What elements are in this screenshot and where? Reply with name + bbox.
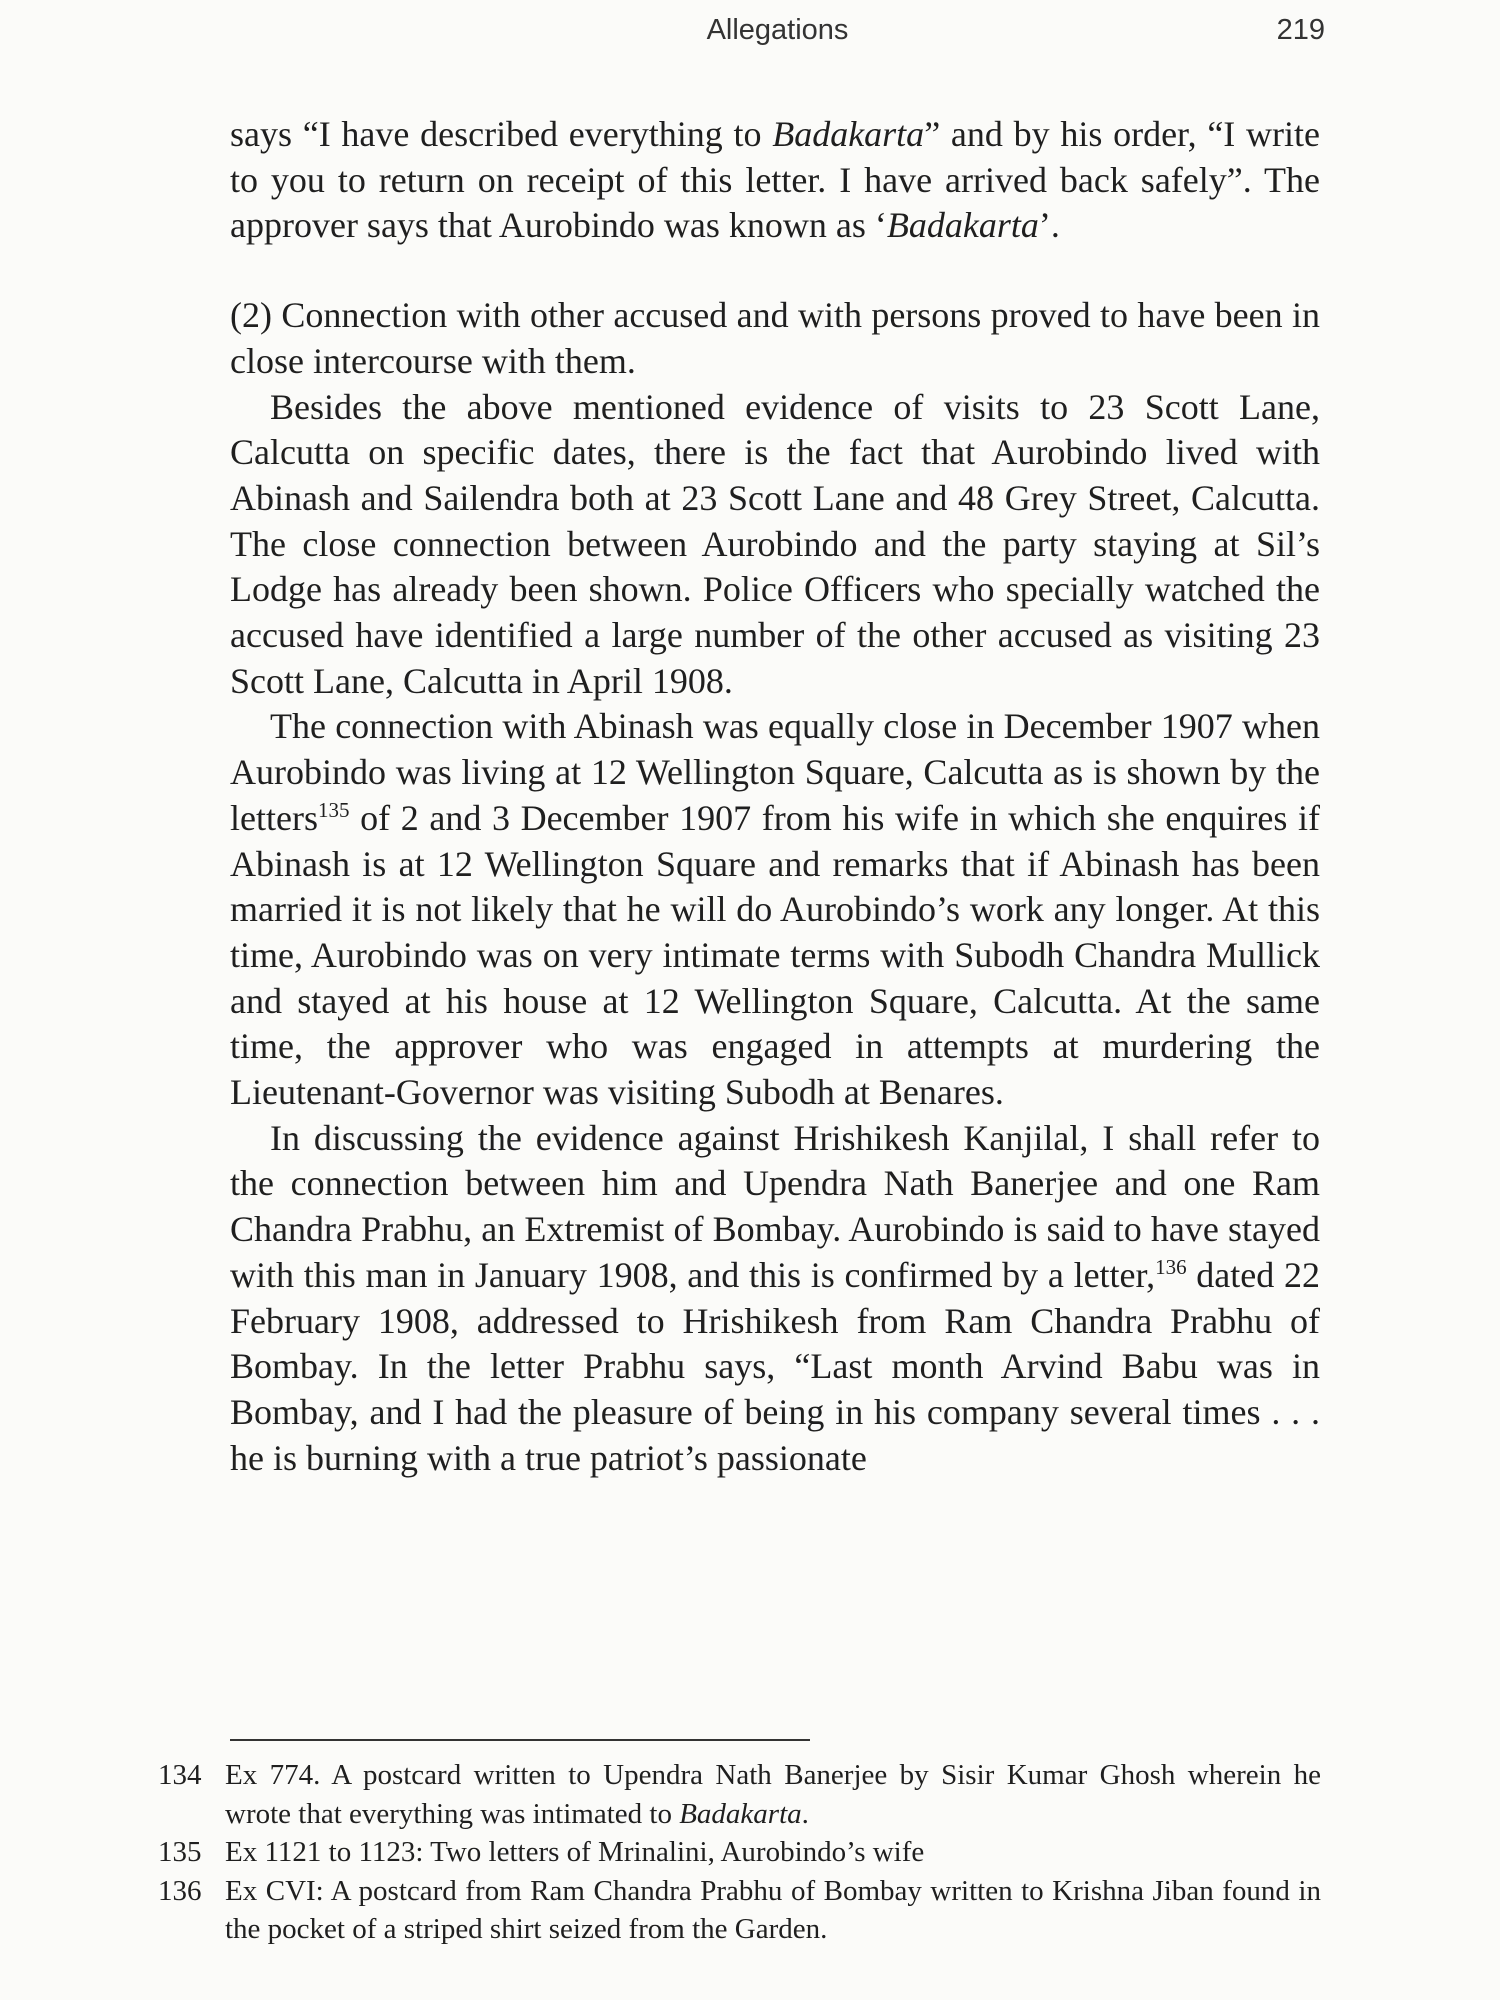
text-run: The connection with Abinash was equally close in December 1907 when Aurobindo was living at 12 Wellington Square, Calcutta as is shown by the letters — [230, 706, 1320, 838]
italic-term: Badakarta — [886, 205, 1039, 246]
body-text — [230, 112, 1320, 1481]
paragraph — [230, 293, 1320, 384]
paragraph — [230, 1116, 1320, 1482]
text-run: says “I have described everything to — [230, 114, 773, 154]
chapter-title: Allegations — [706, 14, 849, 46]
footnote-reference: 136 — [1155, 1254, 1187, 1279]
footnote-number: 134 — [158, 1759, 202, 1791]
text-run: . — [801, 1797, 809, 1830]
italic-term: Badakarta — [772, 114, 925, 154]
paragraph — [230, 112, 1320, 249]
footnote-number: 136 — [158, 1874, 202, 1907]
text-run: Ex 1121 to 1123: Two letters of Mrinalini, Aurobindo’s wife — [225, 1836, 925, 1868]
footnote-number: 135 — [158, 1836, 202, 1868]
text-run: (2) Connection with other accused and with persons proved to have been in close intercourse with them. — [230, 295, 1320, 381]
text-run: dated 22 February 1908, addressed to Hrishikesh from Ram Chandra Prabhu of Bombay. In the letter Prabhu says, “Last month Arvind Babu was in Bombay, and I had the pleasure of being in his company several times . . . he is burning with a true patriot’s passionate — [230, 1254, 1320, 1478]
text-run: In discussing the evidence against Hrishikesh Kanjilal, I shall refer to the connection between him and Upendra Nath Banerjee and one Ram Chandra Prabhu, an Extremist of Bombay. Aurobindo is said to have stayed with this man in January 1908, and this is confirmed by a letter, — [230, 1117, 1320, 1295]
paragraph — [230, 385, 1320, 705]
text-run: Ex 774. A postcard written to Upendra Nath Banerjee by Sisir Kumar Ghosh wherein he wrote that everything was intimated to — [225, 1759, 1321, 1830]
text-run: ’. — [1038, 205, 1060, 246]
footnote — [158, 1833, 1321, 1872]
text-run: of 2 and 3 December 1907 from his wife in which she enquires if Abinash is at 12 Wellington Square and remarks that if Abinash has been married it is not likely that he will do Aurobindo’s work any longer. At this time, Aurobindo was on very intimate terms with Subodh Chandra Mullick and stayed at his house at 12 Wellington Square, Calcutta. At the same time, the approver who was engaged in attempts at murdering the Lieutenant-Governor was visiting Subodh at Benares. — [230, 797, 1320, 1113]
footnote-reference: 135 — [317, 797, 350, 822]
text-run: ” and by his order, “I write to you to return on receipt of this letter. I have arrived back safely”. The approver says that Aurobindo was known as ‘ — [230, 114, 1320, 246]
italic-term: Badakarta — [679, 1797, 802, 1830]
footnote-rule — [230, 1739, 810, 1741]
paragraph — [230, 704, 1320, 1115]
running-header — [230, 14, 1325, 54]
text-run: Ex CVI: A postcard from Ram Chandra Prabhu of Bombay written to Krishna Jiban found in the pocket of a striped shirt seized from the Garden. — [225, 1874, 1321, 1945]
paragraph-gap — [230, 249, 1320, 293]
text-run: Besides the above mentioned evidence of visits to 23 Scott Lane, Calcutta on specific dates, there is the fact that Aurobindo lived with Abinash and Sailendra both at 23 Scott Lane and 48 Grey Street, Calcutta. The close connection between Aurobindo and the party staying at Sil’s Lodge has already been shown. Police Officers who specially watched the accused have identified a large number of the other accused as visiting 23 Scott Lane, Calcutta in April 1908. — [230, 386, 1320, 701]
footnotes — [158, 1756, 1321, 1949]
footnote-text — [225, 1756, 1321, 1833]
page-number: 219 — [1276, 14, 1325, 46]
footnote-text — [225, 1833, 1321, 1872]
footnote-text — [225, 1872, 1321, 1949]
footnote — [158, 1872, 1321, 1949]
footnote — [158, 1756, 1321, 1833]
